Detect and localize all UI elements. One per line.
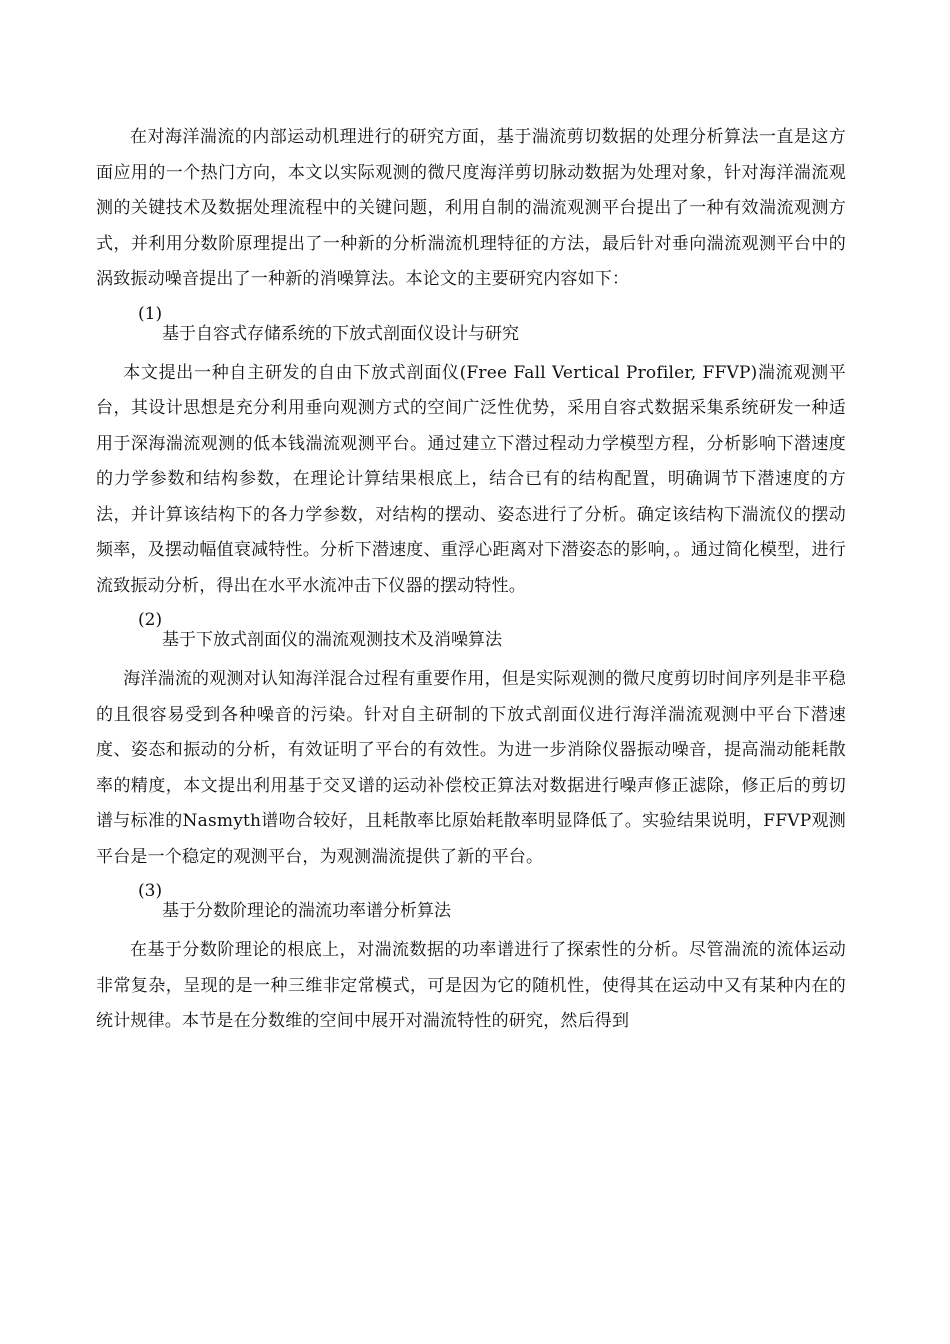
- section-number: (1): [138, 303, 163, 324]
- section-1-paragraph: 本文提出一种自主研发的自由下放式剖面仪(Free Fall Vertical Profiler, FFVP)湍流观测平台，其设计思想是充分利用垂向观测方式的空间广泛性优势，采用自容式数据采集系统研发一种适用于深海湍流观测的低本钱湍流观测平台。通过建立下潜过程动力学模型方程，分析影响下潜速度的力学参数和结构参数，在理论计算结果根底上，结合已有的结构配置，明确调节下潜速度的方法，并计算该结构下的各力学参数，对结构的摆动、姿态进行了分析。确定该结构下湍流仪的摆动频率，及摆动幅值衰减特性。分析下潜速度、重浮心距离对下潜姿态的影响，。通过简化模型，进行流致振动分析，得出在水平水流冲击下仪器的摆动特性。: [96, 362, 846, 596]
- section-title: 基于分数阶理论的湍流功率谱分析算法: [162, 901, 451, 921]
- section-number: (3): [138, 881, 163, 901]
- document-body: [96, 120, 846, 1040]
- section-heading-1: [96, 298, 846, 356]
- section-heading-2: [96, 604, 846, 662]
- section-2-paragraph: 海洋湍流的观测对认知海洋混合过程有重要作用，但是实际观测的微尺度剪切时间序列是非平稳的且很容易受到各种噪音的污染。针对自主研制的下放式剖面仪进行海洋湍流观测中平台下潜速度、姿态和振动的分析，有效证明了平台的有效性。为进一步消除仪器振动噪音，提高湍动能耗散率的精度，本文提出利用基于交叉谱的运动补偿校正算法对数据进行噪声修正滤除，修正后的剪切谱与标准的Nasmyth谱吻合较好，且耗散率比原始耗散率明显降低了。实验结果说明，FFVP观测平台是一个稳定的观测平台，为观测湍流提供了新的平台。: [96, 669, 846, 867]
- section-number: (2): [138, 610, 163, 630]
- intro-paragraph: 在对海洋湍流的内部运动机理进行的研究方面，基于湍流剪切数据的处理分析算法一直是这方面应用的一个热门方向，本文以实际观测的微尺度海洋剪切脉动数据为处理对象，针对海洋湍流观测的关键技术及数据处理流程中的关键问题，利用自制的湍流观测平台提出了一种有效湍流观测方式，并利用分数阶原理提出了一种新的分析湍流机理特征的方法，最后针对垂向湍流观测平台中的涡致振动噪音提出了一种新的消噪算法。本论文的主要研究内容如下：: [96, 127, 846, 289]
- section-3-paragraph: 在基于分数阶理论的根底上，对湍流数据的功率谱进行了探索性的分析。尽管湍流的流体运动非常复杂，呈现的是一种三维非定常模式，可是因为它的随机性，使得其在运动中又有某种内在的统计规律。本节是在分数维的空间中展开对湍流特性的研究，然后得到: [96, 940, 846, 1031]
- section-title: 基于下放式剖面仪的湍流观测技术及消噪算法: [162, 630, 502, 650]
- section-heading-3: [96, 875, 846, 933]
- section-title: 基于自容式存储系统的下放式剖面仪设计与研究: [162, 323, 519, 344]
